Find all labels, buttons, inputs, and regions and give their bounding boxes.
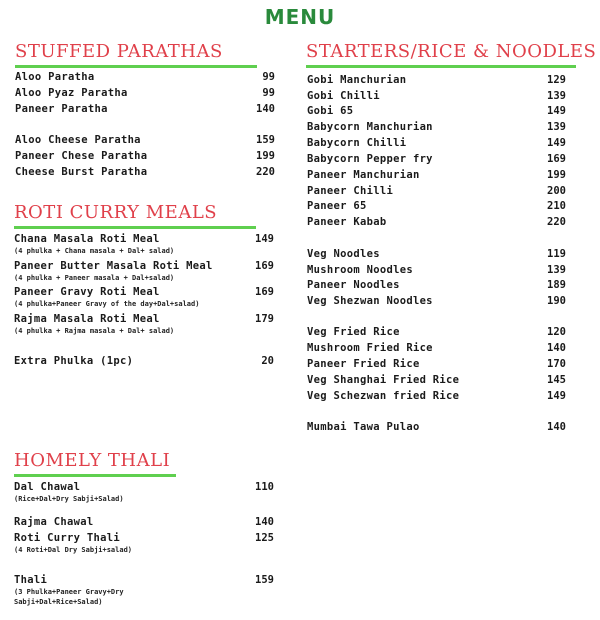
menu-item xyxy=(15,85,275,101)
menu-item xyxy=(307,135,566,151)
item-price: 99 xyxy=(262,87,275,99)
item-price: 140 xyxy=(547,342,566,354)
menu-item xyxy=(307,262,566,278)
item-name: Aloo Cheese Paratha xyxy=(15,134,141,146)
menu-item xyxy=(307,388,566,404)
item-price: 125 xyxy=(255,532,274,544)
item-description: (4 phulka + Rajma masala + Dal+ salad) xyxy=(14,327,175,335)
item-price: 169 xyxy=(255,260,274,272)
heading-underline xyxy=(14,226,256,229)
menu-item xyxy=(14,311,274,335)
item-name: Paneer Fried Rice xyxy=(307,358,420,370)
item-name: Veg Shanghai Fried Rice xyxy=(307,374,460,386)
item-price: 199 xyxy=(547,169,566,181)
section-heading: STARTERS/RICE & NOODLES xyxy=(306,41,597,62)
item-price: 119 xyxy=(547,248,566,260)
item-description: (4 Roti+Dal Dry Sabji+salad) xyxy=(14,546,133,554)
menu-item xyxy=(307,277,566,293)
item-name: Gobi 65 xyxy=(307,105,354,117)
item-name: Veg Noodles xyxy=(307,248,380,260)
menu-item xyxy=(14,284,274,308)
heading-underline xyxy=(15,65,257,68)
menu-item xyxy=(307,293,566,309)
section-homely-thali xyxy=(14,450,274,618)
item-description: (4 phulka + Chana masala + Dal+ salad) xyxy=(14,247,175,255)
menu-item xyxy=(14,479,274,503)
item-name: Rajma Masala Roti Meal xyxy=(14,313,160,325)
item-price: 145 xyxy=(547,374,566,386)
item-price: 200 xyxy=(547,185,566,197)
menu-item xyxy=(307,419,566,435)
menu-item xyxy=(307,324,566,340)
menu-item xyxy=(15,69,275,85)
item-price: 139 xyxy=(547,90,566,102)
item-name: Cheese Burst Paratha xyxy=(15,166,148,178)
item-price: 149 xyxy=(547,105,566,117)
section-heading: STUFFED PARATHAS xyxy=(15,41,223,62)
menu-item xyxy=(307,103,566,119)
item-price: 220 xyxy=(547,216,566,228)
item-price: 140 xyxy=(255,516,274,528)
menu-item xyxy=(307,198,566,214)
item-name: Veg Fried Rice xyxy=(307,326,400,338)
item-name: Veg Shezwan Noodles xyxy=(307,295,433,307)
menu-item xyxy=(15,164,275,180)
item-name: Rajma Chawal xyxy=(14,516,94,528)
item-price: 99 xyxy=(262,71,275,83)
item-price: 140 xyxy=(547,421,566,433)
item-name: Mumbai Tawa Pulao xyxy=(307,421,420,433)
item-name: Paneer Kabab xyxy=(307,216,387,228)
item-name: Mushroom Fried Rice xyxy=(307,342,433,354)
menu-item xyxy=(14,514,274,530)
menu-item xyxy=(307,167,566,183)
item-name: Paneer 65 xyxy=(307,200,367,212)
item-name: Gobi Chilli xyxy=(307,90,380,102)
menu-item xyxy=(14,258,274,282)
item-price: 139 xyxy=(547,264,566,276)
menu-item xyxy=(307,151,566,167)
item-name: Aloo Pyaz Paratha xyxy=(15,87,128,99)
item-price: 169 xyxy=(255,286,274,298)
menu-item xyxy=(307,88,566,104)
item-name: Veg Schezwan fried Rice xyxy=(307,390,460,402)
item-price: 110 xyxy=(255,481,274,493)
item-price: 199 xyxy=(256,150,275,162)
menu-item xyxy=(307,214,566,230)
menu-item xyxy=(307,72,566,88)
item-name: Gobi Manchurian xyxy=(307,74,407,86)
item-name: Paneer Butter Masala Roti Meal xyxy=(14,260,213,272)
menu-item xyxy=(307,372,566,388)
item-price: 149 xyxy=(547,137,566,149)
item-name: Aloo Paratha xyxy=(15,71,95,83)
item-price: 149 xyxy=(255,233,274,245)
item-description: (4 phulka+Paneer Gravy of the day+Dal+salad) xyxy=(14,300,200,308)
menu-item xyxy=(14,231,274,255)
item-price: 140 xyxy=(256,103,275,115)
item-name: Roti Curry Thali xyxy=(14,532,120,544)
item-name: Paneer Manchurian xyxy=(307,169,420,181)
item-name: Paneer Chilli xyxy=(307,185,394,197)
item-price: 149 xyxy=(547,390,566,402)
item-description: (Rice+Dal+Dry Sabji+Salad) xyxy=(14,495,124,503)
menu-item xyxy=(307,183,566,199)
item-name: Paneer Chese Paratha xyxy=(15,150,148,162)
menu-item xyxy=(15,101,275,117)
item-description: (4 phulka + Paneer masala + Dal+salad) xyxy=(14,274,175,282)
item-name: Paneer Paratha xyxy=(15,103,108,115)
item-price: 220 xyxy=(256,166,275,178)
menu-item xyxy=(307,340,566,356)
item-price: 179 xyxy=(255,313,274,325)
item-name: Paneer Noodles xyxy=(307,279,400,291)
item-price: 210 xyxy=(547,200,566,212)
item-name: Paneer Gravy Roti Meal xyxy=(14,286,160,298)
item-name: Dal Chawal xyxy=(14,481,81,493)
section-starters-rice-noodles xyxy=(306,41,597,441)
item-name: Thali xyxy=(14,574,48,586)
starters-list xyxy=(307,41,566,441)
item-price: 139 xyxy=(547,121,566,133)
item-name: Babycorn Chilli xyxy=(307,137,407,149)
item-price: 189 xyxy=(547,279,566,291)
item-price: 170 xyxy=(547,358,566,370)
menu-item xyxy=(14,530,274,554)
menu-item xyxy=(15,132,275,148)
section-stuffed-parathas xyxy=(15,41,275,181)
section-roti-curry-meals xyxy=(14,202,274,372)
item-description: (3 Phulka+Paneer Gravy+Dry xyxy=(14,588,124,596)
section-heading: ROTI CURRY MEALS xyxy=(14,202,218,223)
item-price: 190 xyxy=(547,295,566,307)
item-name: Babycorn Pepper fry xyxy=(307,153,433,165)
menu-title: MENU xyxy=(264,5,336,29)
item-price: 159 xyxy=(256,134,275,146)
item-name: Mushroom Noodles xyxy=(307,264,413,276)
item-price: 129 xyxy=(547,74,566,86)
menu-item xyxy=(307,246,566,262)
item-name: Babycorn Manchurian xyxy=(307,121,433,133)
menu-item xyxy=(15,148,275,164)
item-description-line2: Sabji+Dal+Rice+Salad) xyxy=(14,598,103,606)
item-name: Chana Masala Roti Meal xyxy=(14,233,160,245)
menu-item xyxy=(14,572,274,606)
item-name: Extra Phulka (1pc) xyxy=(14,355,134,367)
heading-underline xyxy=(14,474,176,477)
item-price: 20 xyxy=(261,355,274,367)
menu-item xyxy=(307,119,566,135)
item-price: 159 xyxy=(255,574,274,586)
item-price: 120 xyxy=(547,326,566,338)
menu-item xyxy=(307,356,566,372)
item-price: 169 xyxy=(547,153,566,165)
menu-item xyxy=(14,353,274,369)
section-heading: HOMELY THALI xyxy=(14,450,171,471)
